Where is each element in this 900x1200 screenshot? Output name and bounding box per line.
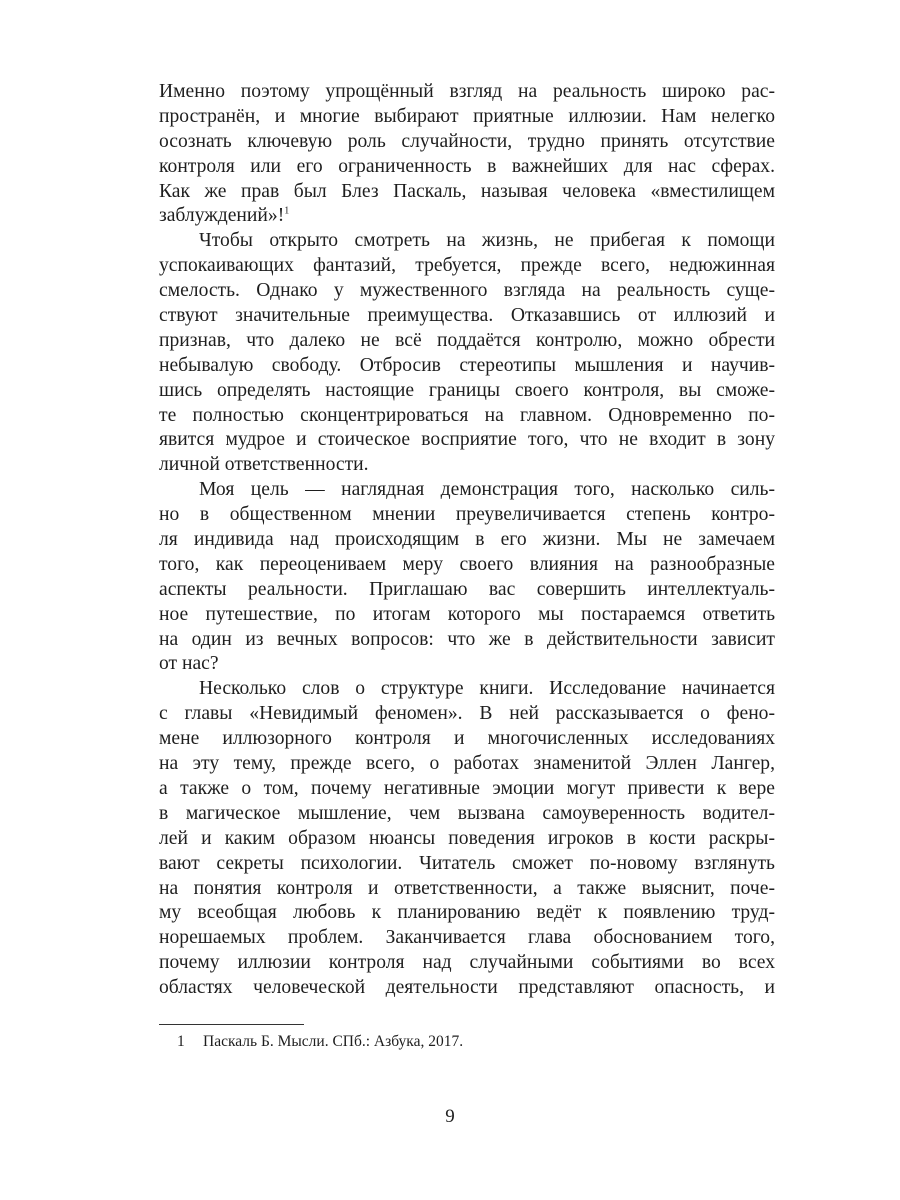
text-line: на понятия контроля и ответственности, а также выяснит, поче- (159, 877, 775, 899)
text-line: аспекты реальности. Приглашаю вас совершить интеллектуаль- (159, 578, 775, 600)
text-line: на эту тему, прежде всего, о работах знаменитой Эллен Лангер, (159, 753, 775, 775)
text-line: от нас? (159, 653, 219, 675)
text-line: пространён, и многие выбирают приятные иллюзии. Нам нелегко (159, 105, 775, 127)
body-text (159, 80, 775, 1001)
footnote (177, 1032, 463, 1052)
page-number: 9 (445, 1106, 455, 1127)
text-line: Чтобы открыто смотреть на жизнь, не прибегая к помощи (199, 230, 775, 252)
text-line: ствуют значительные преимущества. Отказавшись от иллюзий и (159, 305, 775, 327)
footnote-divider (159, 1024, 304, 1025)
paragraph (159, 229, 775, 478)
text-line: на один из вечных вопросов: что же в действительности зависит (159, 628, 775, 650)
text-line: шись определять настоящие границы своего контроля, вы сможе- (159, 379, 775, 401)
text-line: небывалую свободу. Отбросив стереотипы мышления и научив- (159, 354, 775, 376)
text-line: а также о том, почему негативные эмоции могут привести к вере (159, 777, 775, 799)
text-line: с главы «Невидимый феномен». В ней рассказывается о фено- (159, 703, 775, 725)
text-line: Несколько слов о структуре книги. Исследование начинается (199, 678, 775, 700)
text-line: признав, что далеко не всё поддаётся контролю, можно обрести (159, 329, 775, 351)
text-line: смелость. Однако у мужественного взгляда на реальность суще- (159, 280, 775, 302)
text-line: но в общественном мнении преувеличивается степень контро- (159, 504, 775, 526)
text-line-content: заблуждений»! (159, 205, 285, 227)
paragraph (159, 80, 775, 229)
text-line: того, как переоцениваем меру своего влияния на разнообразные (159, 553, 775, 575)
text-line: мене иллюзорного контроля и многочисленных исследованиях (159, 728, 775, 750)
text-line: Моя цель — наглядная демонстрация того, насколько силь- (199, 479, 775, 501)
text-line (159, 204, 775, 229)
footnote-number: 1 (177, 1033, 185, 1050)
paragraph (159, 677, 775, 1001)
text-line: лей и каким образом нюансы поведения игроков в кости раскры- (159, 827, 775, 849)
text-line: му всеобщая любовь к планированию ведёт к появлению труд- (159, 902, 775, 924)
footnote-text: Паскаль Б. Мысли. СПб.: Азбука, 2017. (203, 1033, 464, 1050)
text-line: областях человеческой деятельности представляют опасность, и (159, 977, 775, 999)
text-line: явится мудрое и стоическое восприятие того, что не входит в зону (159, 429, 775, 451)
text-line: контроля или его ограниченность в важнейших для нас сферах. (159, 155, 775, 177)
paragraph (159, 478, 775, 677)
text-line: ное путешествие, по итогам которого мы постараемся ответить (159, 603, 775, 625)
text-line: вают секреты психологии. Читатель сможет по-новому взглянуть (159, 852, 775, 874)
footnote-reference[interactable]: 1 (284, 205, 290, 217)
text-line: осознать ключевую роль случайности, трудно принять отсутствие (159, 130, 775, 152)
text-line: Как же прав был Блез Паскаль, называя человека «вместилищем (159, 180, 775, 202)
text-line: личной ответственности. (159, 454, 369, 476)
text-line: те полностью сконцентрироваться на главном. Одновременно по- (159, 404, 775, 426)
text-line: в магическое мышление, чем вызвана самоуверенность водител- (159, 802, 775, 824)
text-line: успокаивающих фантазий, требуется, прежде всего, недюжинная (159, 255, 775, 277)
text-line: Именно поэтому упрощённый взгляд на реальность широко рас- (159, 81, 775, 102)
text-line: норешаемых проблем. Заканчивается глава обоснованием того, (159, 927, 775, 949)
text-line: почему иллюзии контроля над случайными событиями во всех (159, 952, 775, 974)
text-line: ля индивида над происходящим в его жизни. Мы не замечаем (159, 529, 775, 551)
